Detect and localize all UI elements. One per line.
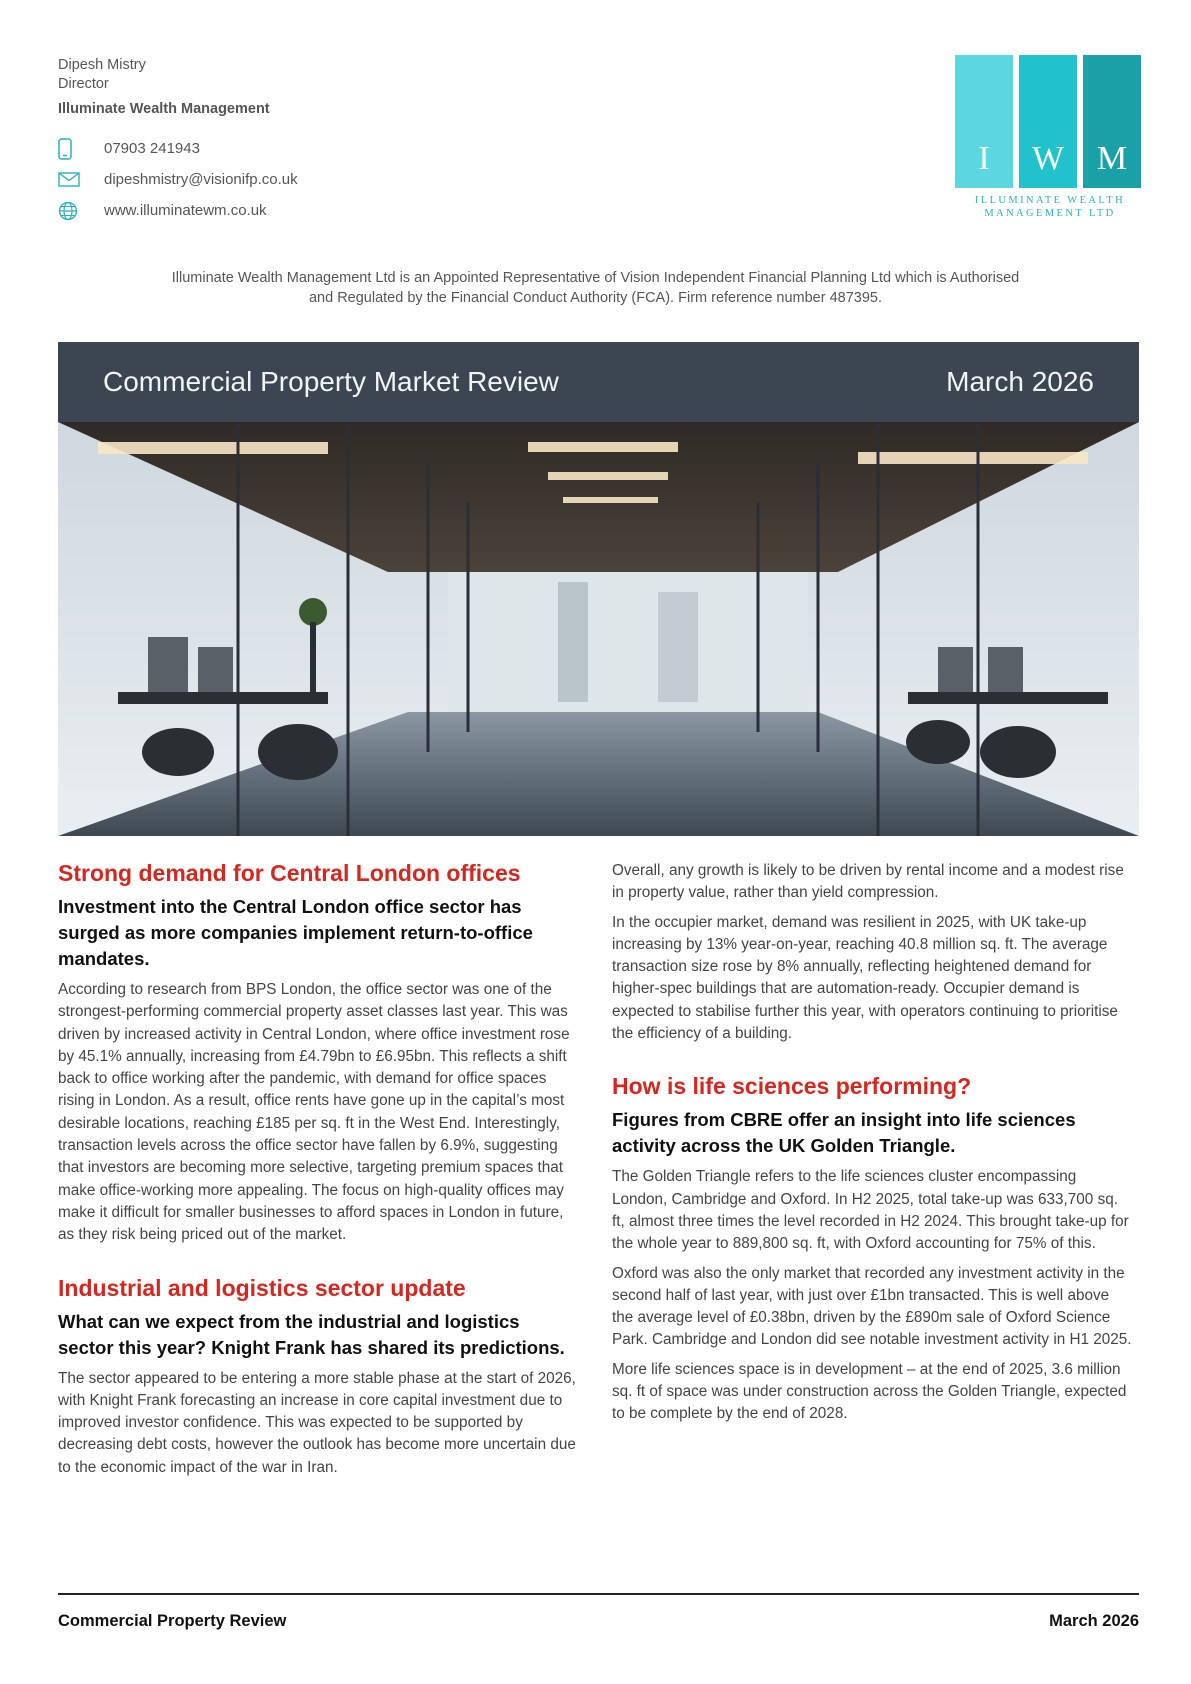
regulatory-disclaimer: Illuminate Wealth Management Ltd is an Appointed Representative of Vision Independent Financial Planning Ltd which is Authorised and Regulated by the Financial Conduct Authority (FCA). Firm reference number 487395.	[171, 270, 1020, 306]
footer-divider	[58, 1593, 1139, 1595]
office-interior-image	[58, 422, 1139, 836]
article-life-sciences-body-2: Oxford was also the only market that recorded any investment activity in the second half of last year, with just over £1bn transacted. This is well above the average level of £0.38bn, driven by the £890m sale of Oxford Science Park. Cambridge and London did see notable investment activity in H1 2025.	[612, 1264, 1132, 1349]
contact-email[interactable]: dipeshmistry@visionifp.co.uk	[104, 171, 298, 188]
title-banner	[58, 342, 1139, 422]
globe-icon	[58, 201, 104, 221]
article-life-sciences-body-1: The Golden Triangle refers to the life sciences cluster encompassing London, Cambridge and Oxford. In H2 2025, total take-up was 633,700 sq. ft, almost three times the level recorded in H2 2024. This brought take-up for the whole year to 889,800 sq. ft, with Oxford accounting for 75% of this.	[612, 1168, 1129, 1253]
article-life-sciences-subheading: Figures from CBRE offer an insight into life sciences activity across the UK Golden Triangle.	[612, 1109, 1076, 1157]
contact-website[interactable]: www.illuminatewm.co.uk	[104, 202, 267, 219]
contact-email-row	[58, 164, 478, 195]
article-industrial-heading: Industrial and logistics sector update	[58, 1274, 466, 1301]
contact-role: Director	[58, 76, 109, 92]
mail-icon	[58, 172, 104, 187]
logo-bar-w: W	[1019, 55, 1077, 188]
article-industrial-body-1: The sector appeared to be entering a more stable phase at the start of 2026, with Knight Frank forecasting an increase in core capital investment due to improved investor confidence. This was expected to be supported by decreasing debt costs, however the outlook has become more uncertain due to the economic impact of the war in Iran.	[58, 1369, 576, 1476]
page-title: Commercial Property Market Review	[103, 366, 559, 397]
article-industrial-body-2: Overall, any growth is likely to be driven by rental income and a modest rise in property value, rather than yield compression.	[612, 862, 1124, 902]
article-industrial	[58, 1273, 580, 1479]
logo-bar-i: I	[955, 55, 1013, 188]
article-industrial-body-3: In the occupier market, demand was resilient in 2025, with UK take-up increasing by 13% year-on-year, reaching 40.8 million sq. ft. The average transaction size rose by 8% annually, reflecting heightened demand for higher-spec buildings that are automation-ready. Occupier demand is expected to stabilise further this year, with operators continuing to prioritise the efficiency of a building.	[612, 913, 1118, 1043]
logo-tagline-1: ILLUMINATE WEALTH	[974, 195, 1126, 206]
footer-title: Commercial Property Review	[58, 1612, 287, 1630]
article-london-offices	[58, 858, 580, 1247]
logo-tagline-2: MANAGEMENT LTD	[984, 208, 1116, 219]
left-column	[58, 858, 580, 1479]
article-life-sciences	[612, 1071, 1132, 1425]
contact-website-row	[58, 195, 478, 226]
article-life-sciences-heading: How is life sciences performing?	[612, 1073, 972, 1100]
article-london-subheading: Investment into the Central London office sector has surged as more companies implement return-to-office mandates.	[58, 896, 533, 969]
iwm-logo	[955, 55, 1145, 225]
contact-company: Illuminate Wealth Management	[58, 101, 270, 117]
phone-icon	[58, 138, 104, 160]
footer-date: March 2026	[1049, 1612, 1139, 1630]
article-london-body: According to research from BPS London, the office sector was one of the strongest-performing commercial property asset classes last year. This was driven by increased activity in Central London, where office investment rose by 45.1% annually, increasing from £4.79bn to £6.95bn. This reflects a shift back to office working after the pandemic, with demand for office spaces rising in London. As a result, office rents have gone up in the capital’s most desirable locations, reaching £185 per sq. ft in the West End. Interestingly, transaction levels across the office sector have fallen by 6.9%, suggesting that investors are becoming more selective, targeting premium spaces that make office-working more appealing. The focus on high-quality offices may make it difficult for smaller businesses to afford spaces in London in future, as they risk being priced out of the market.	[58, 981, 570, 1244]
logo-bar-m: M	[1083, 55, 1141, 188]
article-industrial-subheading: What can we expect from the industrial and logistics sector this year? Knight Frank has shared its predictions.	[58, 1310, 565, 1358]
contact-phone[interactable]: 07903 241943	[104, 140, 200, 157]
contact-name: Dipesh Mistry	[58, 57, 146, 73]
page-date: March 2026	[946, 366, 1094, 397]
right-column	[612, 860, 1132, 1426]
article-london-heading: Strong demand for Central London offices	[58, 860, 521, 886]
contact-phone-row	[58, 133, 478, 164]
article-life-sciences-body-3: More life sciences space is in development – at the end of 2025, 3.6 million sq. ft of space was under construction across the Golden Triangle, expected to be complete by the end of 2028.	[612, 1360, 1127, 1423]
contact-block	[58, 56, 478, 226]
